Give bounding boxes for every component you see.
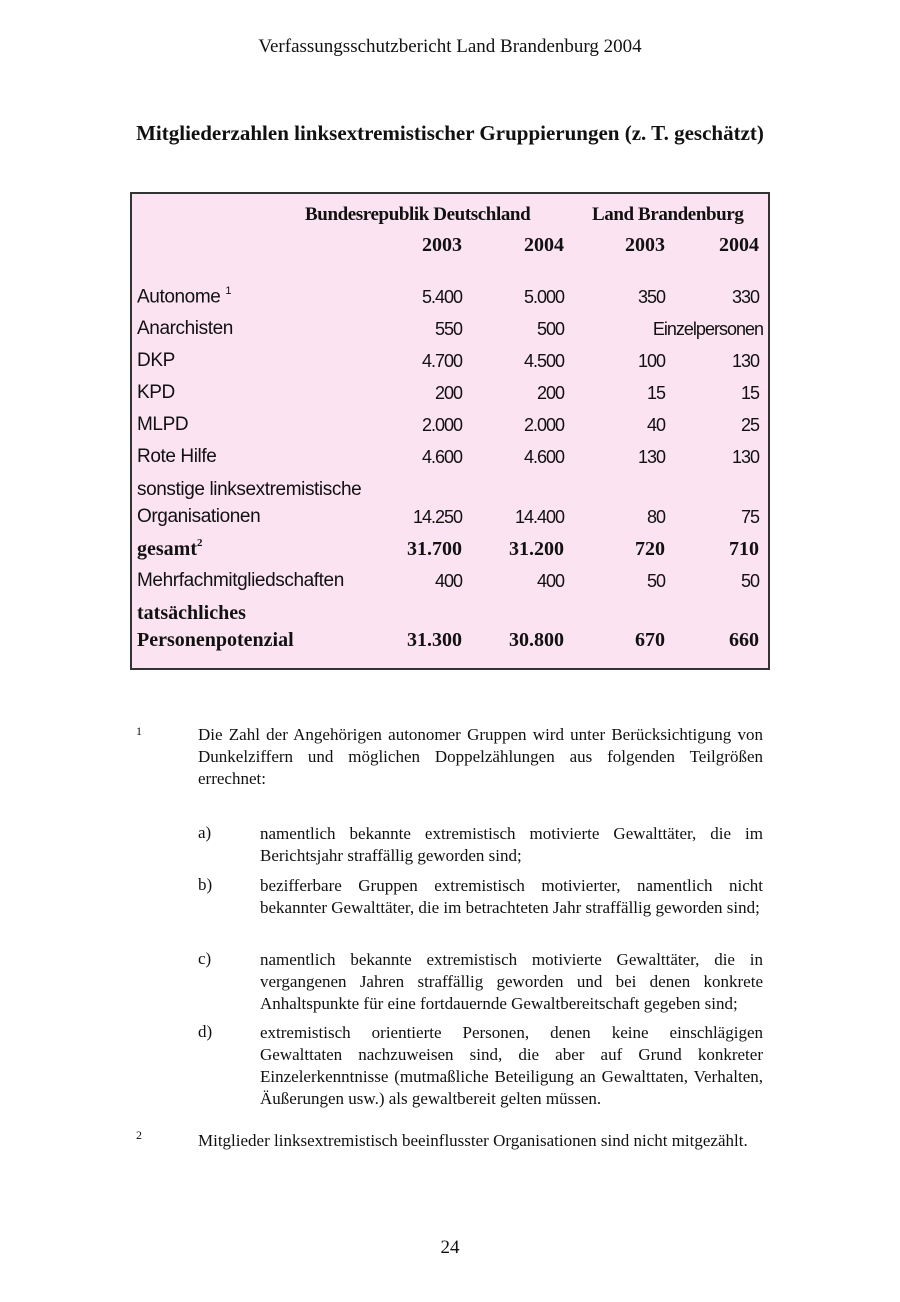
cell-sonstige-bb-2004: 75 [740, 507, 759, 527]
footnote-item-b-text: bezifferbare Gruppen extremistisch motivierter, namentlich nicht bekannter Gewalttäter, die im betrachteten Jahr straffällig geworden sind; [260, 876, 763, 917]
row-label-gesamt: gesamt$^2$ [137, 537, 203, 560]
row-label-mehrfach: Mehrfachmitgliedschaften [137, 570, 344, 591]
cell-gesamt-fed-2003: 31.700 [407, 538, 462, 560]
row-label-kpd: KPD [137, 382, 175, 403]
footnote-item-d-text: extremistisch orientierte Personen, denen keine einschlägigen Gewalttaten nachzuweisen sind, die aber auf Grund konkreter Einzelerkenntnisse (mutmaßliche Beteiligung an Gewalttaten, Verhalten, Äußerungen usw.) als gewaltbereit gelten müssen. [260, 1023, 763, 1108]
row-label-mlpd: MLPD [137, 414, 189, 435]
footnote-item-a-label: a) [198, 823, 212, 842]
row-label-sonstige-line2: Organisationen [137, 506, 261, 527]
cell-dkp-fed-2003: 4.700 [421, 351, 462, 371]
row-label-rote-hilfe: Rote Hilfe [137, 446, 217, 467]
membership-table [130, 192, 770, 670]
cell-mehrfach-fed-2004: 400 [536, 571, 564, 591]
cell-dkp-bb-2003: 100 [637, 351, 665, 371]
cell-sonstige-fed-2004: 14.400 [514, 507, 564, 527]
cell-potenzial-fed-2004: 30.800 [509, 629, 564, 651]
row-label-potenzial-line2: Personenpotenzial [137, 629, 294, 651]
row-label-anarchisten: Anarchisten [137, 318, 233, 339]
year-state-2003: 2003 [625, 234, 665, 256]
cell-mlpd-fed-2004: 2.000 [523, 415, 564, 435]
cell-potenzial-fed-2003: 31.300 [407, 629, 462, 651]
footnote-1-text: Die Zahl der Angehörigen autonomer Gruppen wird unter Berücksichtigung von Dunkelziffern und möglichen Doppelzählungen aus folgenden Teilgrößen errechnet: [198, 725, 763, 788]
footnote-2-text: Mitglieder linksextremistisch beeinflusster Organisationen sind nicht mitgezählt. [198, 1131, 748, 1150]
year-state-2004: 2004 [719, 234, 759, 256]
cell-mehrfach-bb-2004: 50 [740, 571, 759, 591]
cell-mlpd-fed-2003: 2.000 [421, 415, 462, 435]
cell-autonome-fed-2003: 5.400 [421, 287, 462, 307]
footnote-item-d-label: d) [198, 1022, 213, 1041]
cell-sonstige-fed-2003: 14.250 [412, 507, 462, 527]
footnote-item-b-label: b) [198, 875, 213, 894]
cell-mehrfach-bb-2003: 50 [646, 571, 665, 591]
footnote-1-mark: 1 [136, 724, 142, 738]
cell-dkp-bb-2004: 130 [731, 351, 759, 371]
row-label-sonstige-line1: sonstige linksextremistische [137, 479, 362, 500]
row-label-dkp: DKP [137, 350, 175, 371]
cell-rotehilfe-bb-2003: 130 [637, 447, 665, 467]
table-title: Mitgliederzahlen linksextremistischer Gruppierungen (z. T. geschätzt) [136, 121, 764, 145]
cell-gesamt-bb-2003: 720 [635, 538, 665, 560]
cell-mlpd-bb-2004: 25 [740, 415, 759, 435]
cell-kpd-fed-2004: 200 [536, 383, 564, 403]
running-header: Verfassungsschutzbericht Land Brandenburg 2004 [258, 36, 642, 57]
cell-kpd-bb-2004: 15 [740, 383, 759, 403]
footnote-item-a-text: namentlich bekannte extremistisch motivierte Gewalttäter, die im Berichtsjahr straffällig geworden sind; [260, 824, 763, 865]
footnote-2-mark: 2 [136, 1128, 142, 1142]
cell-autonome-fed-2004: 5.000 [523, 287, 564, 307]
cell-autonome-bb-2004: 330 [731, 287, 759, 307]
cell-potenzial-bb-2004: 660 [729, 629, 759, 651]
cell-gesamt-fed-2004: 31.200 [509, 538, 564, 560]
cell-dkp-fed-2004: 4.500 [523, 351, 564, 371]
year-federal-2003: 2003 [422, 234, 462, 256]
cell-gesamt-bb-2004: 710 [729, 538, 759, 560]
footnote-ref-2: 2 [196, 537, 203, 550]
header-state: Land Brandenburg [592, 204, 744, 225]
footnote-item-c-label: c) [198, 949, 212, 968]
header-federal: Bundesrepublik Deutschland [305, 204, 531, 225]
cell-rotehilfe-fed-2004: 4.600 [523, 447, 564, 467]
row-label-autonome: Autonome $^1$ [137, 285, 232, 308]
cell-anarchisten-bb: Einzelpersonen [652, 319, 763, 339]
cell-sonstige-bb-2003: 80 [646, 507, 665, 527]
row-label-potenzial-line1: tatsächliches [137, 602, 246, 624]
cell-potenzial-bb-2003: 670 [635, 629, 665, 651]
page-number: 24 [440, 1237, 460, 1258]
footnote-ref-1: 1 [225, 285, 232, 297]
cell-autonome-bb-2003: 350 [637, 287, 665, 307]
cell-mlpd-bb-2003: 40 [646, 415, 665, 435]
cell-kpd-bb-2003: 15 [646, 383, 665, 403]
cell-mehrfach-fed-2003: 400 [434, 571, 462, 591]
cell-anarchisten-fed-2004: 500 [536, 319, 564, 339]
year-federal-2004: 2004 [524, 234, 564, 256]
cell-rotehilfe-bb-2004: 130 [731, 447, 759, 467]
footnote-item-c-text: namentlich bekannte extremistisch motivierte Gewalttäter, die in vergangenen Jahren straffällig geworden und bei denen konkrete Anhaltspunkte für eine fortdauernde Gewaltbereitschaft gegeben sind; [260, 950, 763, 1013]
cell-kpd-fed-2003: 200 [434, 383, 462, 403]
cell-anarchisten-fed-2003: 550 [434, 319, 462, 339]
cell-rotehilfe-fed-2003: 4.600 [421, 447, 462, 467]
